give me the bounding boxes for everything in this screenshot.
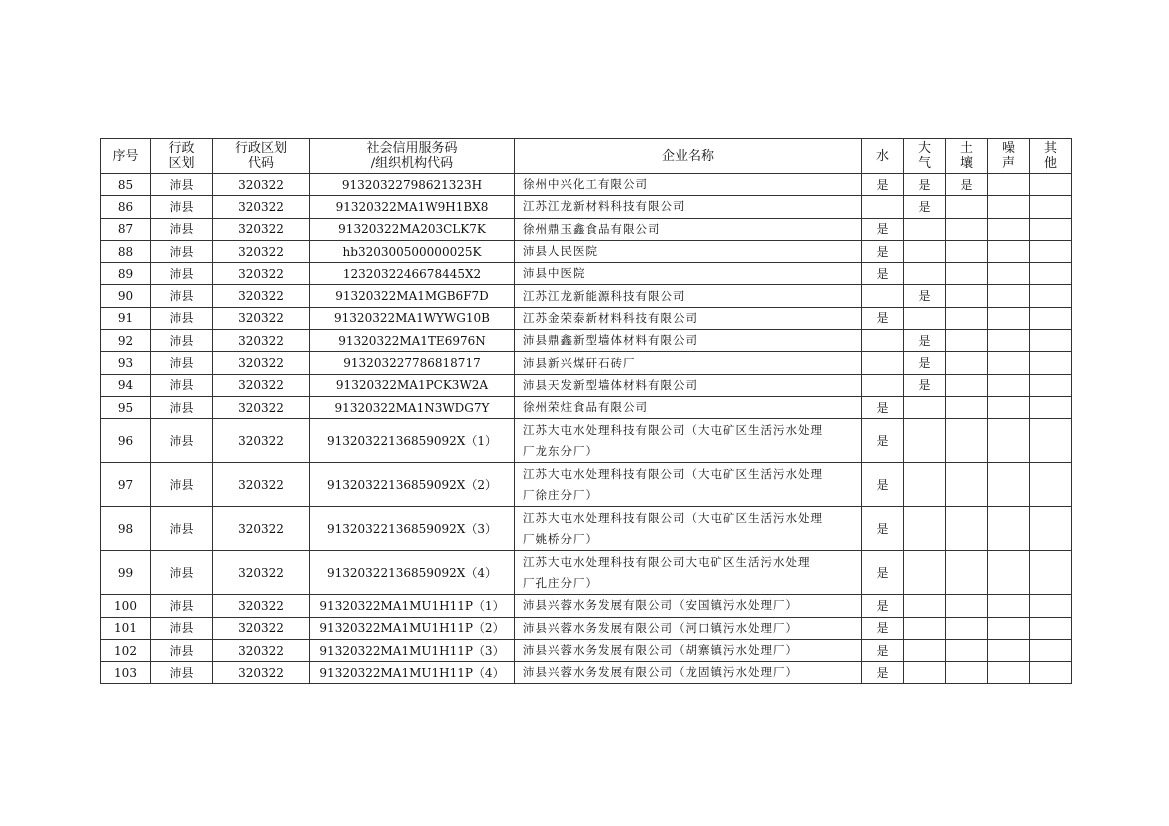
soil-flag-cell: 是 (946, 174, 988, 196)
noise-flag-cell (988, 617, 1030, 639)
air-flag-cell (904, 263, 946, 285)
seq-cell: 96 (101, 419, 151, 463)
header-seq (101, 139, 151, 174)
air-flag-cell (904, 639, 946, 661)
other-flag-cell (1030, 263, 1072, 285)
enterprise-name-cell: 沛县兴蓉水务发展有限公司（河口镇污水处理厂） (515, 617, 862, 639)
seq-cell: 86 (101, 196, 151, 218)
credit-code-cell: 91320322MA1PCK3W2A (310, 374, 515, 396)
credit-code-cell: 91320322MA1MU1H11P（3） (310, 639, 515, 661)
table-row (101, 639, 1072, 661)
air-flag-cell: 是 (904, 352, 946, 374)
enterprise-name-cell: 江苏江龙新能源科技有限公司 (515, 285, 862, 307)
enterprise-name-cell: 沛县鼎鑫新型墙体材料有限公司 (515, 330, 862, 352)
header-soil (946, 139, 988, 174)
seq-cell: 94 (101, 374, 151, 396)
table-body (101, 174, 1072, 684)
region-cell: 沛县 (151, 330, 213, 352)
table-row (101, 307, 1072, 329)
noise-flag-cell (988, 196, 1030, 218)
enterprise-name-cell: 江苏金荣泰新材料科技有限公司 (515, 307, 862, 329)
header-air (904, 139, 946, 174)
region-cell: 沛县 (151, 218, 213, 240)
water-flag-cell: 是 (862, 617, 904, 639)
region-cell: 沛县 (151, 463, 213, 507)
table-row (101, 240, 1072, 262)
noise-flag-cell (988, 174, 1030, 196)
table-row (101, 595, 1072, 617)
region-cell: 沛县 (151, 174, 213, 196)
region-code-cell: 320322 (213, 307, 310, 329)
enterprise-name-line: 江苏大屯水处理科技有限公司（大屯矿区生活污水处理 (523, 422, 823, 437)
air-flag-cell (904, 218, 946, 240)
seq-cell: 87 (101, 218, 151, 240)
seq-cell: 92 (101, 330, 151, 352)
credit-code-cell: 91320322MA1MU1H11P（4） (310, 662, 515, 684)
air-flag-cell: 是 (904, 174, 946, 196)
soil-flag-cell (946, 374, 988, 396)
air-flag-cell (904, 419, 946, 463)
noise-flag-cell (988, 330, 1030, 352)
enterprise-name-cell: 沛县天发新型墙体材料有限公司 (515, 374, 862, 396)
credit-code-cell: 91320322136859092X（4） (310, 551, 515, 595)
header-water (862, 139, 904, 174)
region-cell: 沛县 (151, 396, 213, 418)
region-code-cell: 320322 (213, 617, 310, 639)
enterprise-name-line: 厂龙东分厂） (523, 443, 598, 458)
soil-flag-cell (946, 396, 988, 418)
noise-flag-cell (988, 419, 1030, 463)
enterprise-name-cell: 沛县兴蓉水务发展有限公司（安国镇污水处理厂） (515, 595, 862, 617)
region-cell: 沛县 (151, 662, 213, 684)
region-code-cell: 320322 (213, 551, 310, 595)
region-code-cell: 320322 (213, 374, 310, 396)
air-flag-cell: 是 (904, 330, 946, 352)
soil-flag-cell (946, 240, 988, 262)
soil-flag-cell (946, 595, 988, 617)
air-flag-cell (904, 240, 946, 262)
enterprise-name-line: 江苏大屯水处理科技有限公司大屯矿区生活污水处理 (523, 554, 811, 569)
soil-flag-cell (946, 285, 988, 307)
water-flag-cell: 是 (862, 218, 904, 240)
header-credit-code (310, 139, 515, 174)
region-code-cell: 320322 (213, 174, 310, 196)
noise-flag-cell (988, 463, 1030, 507)
water-flag-cell: 是 (862, 595, 904, 617)
other-flag-cell (1030, 617, 1072, 639)
seq-cell: 90 (101, 285, 151, 307)
table-row (101, 419, 1072, 463)
credit-code-cell: 91320322MA1TE6976N (310, 330, 515, 352)
seq-cell: 101 (101, 617, 151, 639)
air-flag-cell (904, 307, 946, 329)
other-flag-cell (1030, 352, 1072, 374)
seq-cell: 103 (101, 662, 151, 684)
credit-code-cell: 91320322MA1MGB6F7D (310, 285, 515, 307)
soil-flag-cell (946, 330, 988, 352)
enterprise-name-cell (515, 507, 862, 551)
soil-flag-cell (946, 263, 988, 285)
region-code-cell: 320322 (213, 662, 310, 684)
header-region-line: 行政 (168, 141, 195, 156)
soil-flag-cell (946, 307, 988, 329)
header-water-label: 水 (875, 148, 889, 164)
other-flag-cell (1030, 396, 1072, 418)
water-flag-cell: 是 (862, 463, 904, 507)
enterprise-name-cell (515, 551, 862, 595)
air-flag-cell (904, 617, 946, 639)
table-row (101, 174, 1072, 196)
region-cell: 沛县 (151, 285, 213, 307)
air-flag-cell (904, 507, 946, 551)
table-row (101, 662, 1072, 684)
credit-code-cell: 91320322MA1W9H1BX8 (310, 196, 515, 218)
seq-cell: 88 (101, 240, 151, 262)
noise-flag-cell (988, 218, 1030, 240)
region-cell: 沛县 (151, 419, 213, 463)
header-air-line: 气 (917, 156, 931, 171)
region-cell: 沛县 (151, 595, 213, 617)
water-flag-cell: 是 (862, 396, 904, 418)
header-code (213, 139, 310, 174)
water-flag-cell: 是 (862, 240, 904, 262)
table-row (101, 218, 1072, 240)
noise-flag-cell (988, 374, 1030, 396)
region-cell: 沛县 (151, 263, 213, 285)
credit-code-cell: 91320322MA1N3WDG7Y (310, 396, 515, 418)
other-flag-cell (1030, 196, 1072, 218)
header-soil-line: 土 (959, 141, 973, 156)
seq-cell: 95 (101, 396, 151, 418)
table-row (101, 551, 1072, 595)
region-cell: 沛县 (151, 196, 213, 218)
other-flag-cell (1030, 240, 1072, 262)
header-enterprise-name (515, 139, 862, 174)
noise-flag-cell (988, 240, 1030, 262)
water-flag-cell: 是 (862, 419, 904, 463)
region-code-cell: 320322 (213, 218, 310, 240)
other-flag-cell (1030, 285, 1072, 307)
seq-cell: 97 (101, 463, 151, 507)
credit-code-cell: 91320322MA203CLK7K (310, 218, 515, 240)
other-flag-cell (1030, 507, 1072, 551)
other-flag-cell (1030, 307, 1072, 329)
table-row (101, 507, 1072, 551)
enterprise-name-line: 厂姚桥分厂） (523, 531, 598, 546)
credit-code-cell: hb320300500000025K (310, 240, 515, 262)
header-other (1030, 139, 1072, 174)
soil-flag-cell (946, 352, 988, 374)
water-flag-cell: 是 (862, 507, 904, 551)
header-noise-line: 噪 (1001, 141, 1015, 156)
enterprise-name-cell: 沛县兴蓉水务发展有限公司（胡寨镇污水处理厂） (515, 639, 862, 661)
header-noise (988, 139, 1030, 174)
water-flag-cell (862, 330, 904, 352)
other-flag-cell (1030, 174, 1072, 196)
water-flag-cell (862, 196, 904, 218)
table-header-row (101, 139, 1072, 174)
enterprise-name-cell: 沛县中医院 (515, 263, 862, 285)
other-flag-cell (1030, 463, 1072, 507)
soil-flag-cell (946, 419, 988, 463)
header-code-line: 行政区划 (234, 141, 287, 156)
region-code-cell: 320322 (213, 595, 310, 617)
soil-flag-cell (946, 463, 988, 507)
region-cell: 沛县 (151, 551, 213, 595)
region-cell: 沛县 (151, 617, 213, 639)
region-code-cell: 320322 (213, 263, 310, 285)
region-code-cell: 320322 (213, 352, 310, 374)
soil-flag-cell (946, 196, 988, 218)
header-name-label: 企业名称 (661, 148, 714, 164)
region-cell: 沛县 (151, 374, 213, 396)
enterprise-name-cell: 江苏江龙新材料科技有限公司 (515, 196, 862, 218)
table-row (101, 463, 1072, 507)
header-code-line: 代码 (247, 156, 274, 171)
water-flag-cell (862, 374, 904, 396)
other-flag-cell (1030, 662, 1072, 684)
header-region (151, 139, 213, 174)
region-code-cell: 320322 (213, 507, 310, 551)
soil-flag-cell (946, 507, 988, 551)
credit-code-cell: 91320322136859092X（1） (310, 419, 515, 463)
soil-flag-cell (946, 639, 988, 661)
other-flag-cell (1030, 639, 1072, 661)
credit-code-cell: 91320322798621323H (310, 174, 515, 196)
other-flag-cell (1030, 218, 1072, 240)
seq-cell: 100 (101, 595, 151, 617)
header-air-line: 大 (917, 141, 931, 156)
region-code-cell: 320322 (213, 396, 310, 418)
noise-flag-cell (988, 595, 1030, 617)
region-cell: 沛县 (151, 639, 213, 661)
table-row (101, 617, 1072, 639)
header-other-line: 他 (1043, 156, 1057, 171)
header-noise-line: 声 (1001, 156, 1015, 171)
region-code-cell: 320322 (213, 463, 310, 507)
enterprise-name-cell: 沛县人民医院 (515, 240, 862, 262)
noise-flag-cell (988, 551, 1030, 595)
header-soil-line: 壤 (959, 156, 973, 171)
noise-flag-cell (988, 507, 1030, 551)
credit-code-cell: 91320322MA1MU1H11P（2） (310, 617, 515, 639)
enterprise-name-cell: 沛县新兴煤矸石砖厂 (515, 352, 862, 374)
other-flag-cell (1030, 374, 1072, 396)
air-flag-cell (904, 595, 946, 617)
air-flag-cell: 是 (904, 374, 946, 396)
enterprise-name-line: 江苏大屯水处理科技有限公司（大屯矿区生活污水处理 (523, 510, 823, 525)
noise-flag-cell (988, 639, 1030, 661)
table-row (101, 263, 1072, 285)
water-flag-cell: 是 (862, 662, 904, 684)
enterprise-name-cell (515, 463, 862, 507)
region-cell: 沛县 (151, 307, 213, 329)
seq-cell: 98 (101, 507, 151, 551)
other-flag-cell (1030, 330, 1072, 352)
seq-cell: 99 (101, 551, 151, 595)
region-cell: 沛县 (151, 507, 213, 551)
credit-code-cell: 913203227786818717 (310, 352, 515, 374)
region-cell: 沛县 (151, 352, 213, 374)
seq-cell: 85 (101, 174, 151, 196)
region-cell: 沛县 (151, 240, 213, 262)
noise-flag-cell (988, 263, 1030, 285)
seq-cell: 89 (101, 263, 151, 285)
other-flag-cell (1030, 551, 1072, 595)
noise-flag-cell (988, 285, 1030, 307)
noise-flag-cell (988, 662, 1030, 684)
header-seq-label: 序号 (112, 148, 139, 164)
enterprise-name-line: 江苏大屯水处理科技有限公司（大屯矿区生活污水处理 (523, 466, 823, 481)
soil-flag-cell (946, 551, 988, 595)
header-credit-line: /组织机构代码 (370, 156, 454, 171)
credit-code-cell: 1232032246678445X2 (310, 263, 515, 285)
water-flag-cell: 是 (862, 307, 904, 329)
water-flag-cell: 是 (862, 174, 904, 196)
enterprise-name-cell: 徐州中兴化工有限公司 (515, 174, 862, 196)
noise-flag-cell (988, 307, 1030, 329)
table-row (101, 374, 1072, 396)
region-code-cell: 320322 (213, 240, 310, 262)
air-flag-cell: 是 (904, 285, 946, 307)
enterprise-name-line: 厂孔庄分厂） (523, 575, 598, 590)
credit-code-cell: 91320322136859092X（3） (310, 507, 515, 551)
table-row (101, 396, 1072, 418)
enterprise-name-cell: 徐州鼎玉鑫食品有限公司 (515, 218, 862, 240)
enterprise-name-cell: 徐州荣炷食品有限公司 (515, 396, 862, 418)
noise-flag-cell (988, 352, 1030, 374)
water-flag-cell: 是 (862, 263, 904, 285)
region-code-cell: 320322 (213, 196, 310, 218)
water-flag-cell: 是 (862, 551, 904, 595)
enterprise-name-cell: 沛县兴蓉水务发展有限公司（龙固镇污水处理厂） (515, 662, 862, 684)
seq-cell: 102 (101, 639, 151, 661)
air-flag-cell (904, 551, 946, 595)
other-flag-cell (1030, 595, 1072, 617)
air-flag-cell (904, 662, 946, 684)
soil-flag-cell (946, 218, 988, 240)
region-code-cell: 320322 (213, 639, 310, 661)
enterprise-name-line: 厂徐庄分厂） (523, 487, 598, 502)
water-flag-cell (862, 352, 904, 374)
noise-flag-cell (988, 396, 1030, 418)
header-credit-line: 社会信用服务码 (366, 141, 458, 156)
table-row (101, 330, 1072, 352)
seq-cell: 93 (101, 352, 151, 374)
region-code-cell: 320322 (213, 330, 310, 352)
header-region-line: 区划 (168, 156, 195, 171)
air-flag-cell (904, 463, 946, 507)
credit-code-cell: 91320322136859092X（2） (310, 463, 515, 507)
air-flag-cell (904, 396, 946, 418)
region-code-cell: 320322 (213, 285, 310, 307)
air-flag-cell: 是 (904, 196, 946, 218)
table-row (101, 196, 1072, 218)
enterprise-table (100, 138, 1072, 684)
other-flag-cell (1030, 419, 1072, 463)
credit-code-cell: 91320322MA1WYWG10B (310, 307, 515, 329)
water-flag-cell: 是 (862, 639, 904, 661)
soil-flag-cell (946, 662, 988, 684)
table-row (101, 352, 1072, 374)
seq-cell: 91 (101, 307, 151, 329)
header-other-line: 其 (1043, 141, 1057, 156)
enterprise-name-cell (515, 419, 862, 463)
region-code-cell: 320322 (213, 419, 310, 463)
soil-flag-cell (946, 617, 988, 639)
water-flag-cell (862, 285, 904, 307)
credit-code-cell: 91320322MA1MU1H11P（1） (310, 595, 515, 617)
table-row (101, 285, 1072, 307)
